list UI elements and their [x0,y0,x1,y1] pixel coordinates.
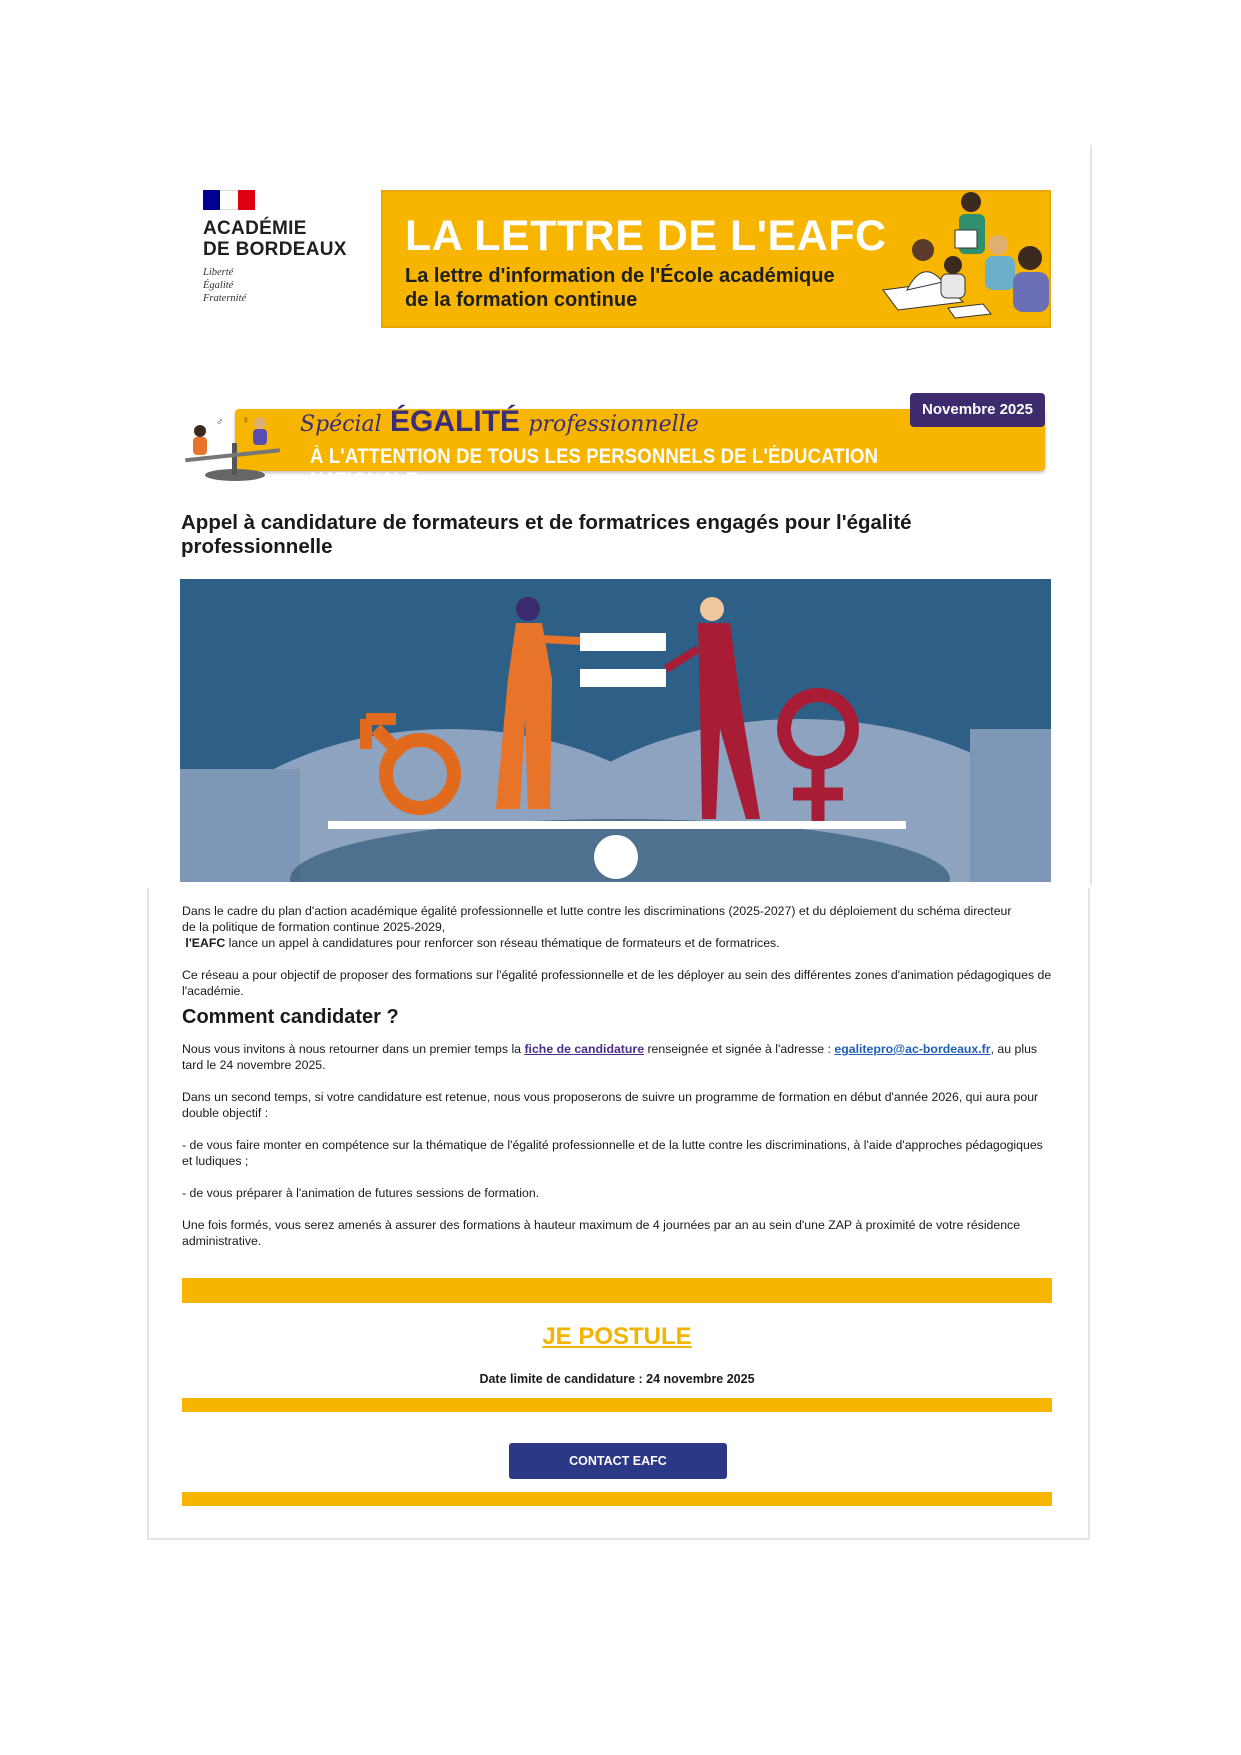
objective-item-2: - de vous préparer à l'animation de futures sessions de formation. [182,1186,540,1200]
special-title: Spécial ÉGALITÉ professionnelle [300,405,699,438]
network-paragraph: Ce réseau a pour objectif de proposer des formations sur l'égalité professionnelle et de les déployer au sein des différentes zones d'animation pédagogiques de l'académie. [182,968,1052,998]
svg-text:♀: ♀ [242,415,250,426]
contact-button[interactable]: CONTACT EAFC [509,1443,727,1479]
divider-bar [182,1398,1052,1412]
special-audience: À L'ATTENTION DE TOUS LES PERSONNELS DE L'ÉDUCATION NATIONALE [310,445,879,492]
intro-paragraph: Dans le cadre du plan d'action académique égalité professionnelle et lutte contre les discriminations (2025-2027) et du déploiement du schéma directeur de la politique de formation continue 2025-2029, l'EAFC lance un appel à candidatures pour renforcer son réseau thématique de formateurs et de formatrices. [182,904,1012,950]
page-title: Appel à candidature de formateurs et de formatrices engagés pour l'égalité professionnelle [181,511,912,558]
equality-balance-illustration [180,579,1051,882]
logo-title: ACADÉMIE DE BORDEAUX [203,218,347,260]
commitment-paragraph: Une fois formés, vous serez amenés à assurer des formations à hauteur maximum de 4 journées par an au sein d'une ZAP à proximité de votre résidence administrative. [182,1218,1021,1248]
apply-paragraph: Nous vous invitons à nous retourner dans un premier temps la fiche de candidature renseignée et signée à l'adresse : egalitepro@ac-bordeaux.fr, au plus tard le 24 novembre 2025. [182,1042,1038,1072]
objective-item-1: - de vous faire monter en compétence sur la thématique de l'égalité professionnelle et de la lutte contre les discriminations, à l'aide d'approches pédagogiques et ludiques ; [182,1138,1043,1168]
newsletter-banner [381,190,1051,328]
email-link[interactable]: egalitepro@ac-bordeaux.fr [834,1042,991,1056]
banner-title: LA LETTRE DE L'EAFC [405,212,887,260]
divider-bar [182,1278,1052,1303]
program-paragraph: Dans un second temps, si votre candidature est retenue, nous vous proposerons de suivre un programme de formation en début d'année 2026, qui aura pour double objectif : [182,1090,1039,1120]
deadline-text: Date limite de candidature : 24 novembre 2025 [479,1372,755,1386]
scale-people-illustration [180,413,290,483]
article-body [182,903,1052,1249]
french-flag-icon [203,190,255,210]
special-equality-strip [180,393,1051,492]
application-form-link[interactable]: fiche de candidature [524,1042,645,1056]
month-badge: Novembre 2025 [910,393,1045,427]
hero-illustration [180,579,1051,882]
page-frame-right [1090,145,1092,885]
apply-link[interactable]: JE POSTULE [542,1323,692,1350]
academie-logo [203,190,353,305]
divider-bar [182,1492,1052,1506]
banner-subtitle: La lettre d'information de l'École académique de la formation continue [405,265,835,311]
logo-motto: Liberté Égalité Fraternité [203,267,247,304]
svg-text:♂: ♂ [216,417,224,428]
section-title: Comment candidater ? [182,1006,399,1028]
team-illustration [873,190,1051,328]
